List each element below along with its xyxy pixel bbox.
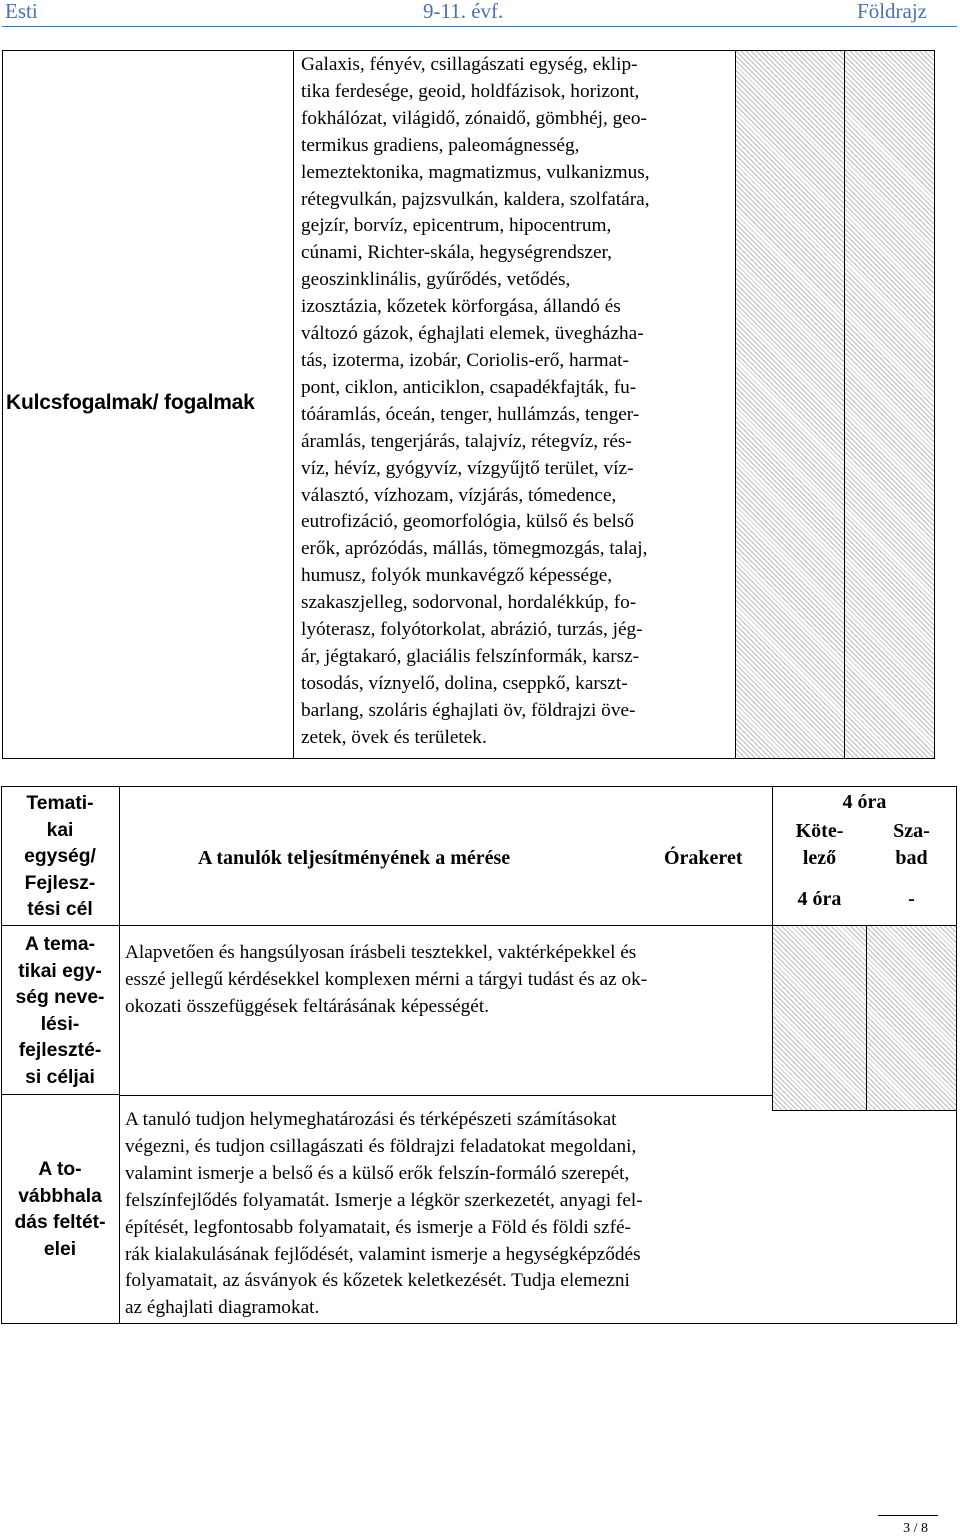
row-divider (1, 925, 120, 926)
tovabbhaladas-line: A tanuló tudjon helymeghatározási és térképészeti számításokat (125, 1109, 617, 1130)
kotelezo-hours: 4 óra (797, 888, 842, 910)
kulcsfogalom-line: víz, hévíz, gyógyvíz, vízgyűjtő terület, víz- (301, 457, 634, 479)
tematikai-egyseg-label (1, 791, 119, 924)
kulcsfogalom-line: választó, vízhozam, vízjárás, tómedence, (301, 484, 617, 506)
label-line: Fejlesz- (24, 872, 96, 894)
label-line: A tema- (25, 934, 95, 955)
szabad-hours: - (908, 888, 915, 910)
kulcsfogalmak-text (301, 52, 650, 752)
label-line: elei (43, 1238, 77, 1260)
label-line: Sza- (893, 820, 930, 842)
label-line: si céljai (25, 1066, 95, 1088)
label-line: egység/ (24, 846, 96, 868)
kulcsfogalom-line: Galaxis, fényév, csillagászati egység, eklip- (301, 54, 638, 75)
kulcsfogalom-line: eutrofizáció, geomorfológia, külső és belső (301, 511, 635, 533)
header-right: Földrajz (857, 0, 927, 23)
kulcsfogalom-line: tóáramlás, óceán, tenger, hullámzás, tenger- (301, 403, 640, 425)
label-line: kai (46, 819, 74, 841)
column-divider (119, 786, 120, 1324)
kulcsfogalom-line: gejzír, borvíz, epicentrum, hipocentrum, (301, 215, 612, 237)
hatched-cell (735, 50, 845, 759)
kulcsfogalom-line: termikus gradiens, paleomágnesség, (301, 134, 580, 156)
kulcsfogalom-line: izosztázia, kőzetek körforgása, állandó és (301, 296, 621, 318)
orakeret-label: Órakeret (664, 847, 743, 869)
footer-rule (878, 1515, 938, 1516)
kulcsfogalom-line: geoszinklinális, gyűrődés, vetődés, (301, 269, 571, 291)
nevelesi-celok-text (125, 940, 647, 1021)
tovabbhaladas-text (125, 1107, 643, 1322)
tovabbhaladas-line: folyamatait, az ásványok és kőzetek keletkezését. Tudja elemezni (125, 1270, 630, 1292)
hatched-cell (772, 925, 867, 1111)
kulcsfogalom-line: változó gázok, éghajlati elemek, üvegházha- (301, 323, 644, 345)
celok-line: esszé jellegű kérdésekkel komplexen mérni a tárgyi tudást és az ok- (125, 968, 648, 990)
header-left: Esti (5, 0, 38, 23)
hatched-cell (844, 50, 935, 759)
kotelezo-label (772, 818, 867, 871)
kulcsfogalom-line: tás, izoterma, izobár, Coriolis-erő, harmat- (301, 349, 629, 371)
kulcsfogalom-line: szakaszjelleg, sodorvonal, hordalékkúp, fo- (301, 592, 637, 614)
kulcsfogalom-line: tosodás, víznyelő, dolina, cseppkő, karszt- (301, 672, 628, 694)
kulcsfogalom-line: pont, ciklon, anticiklon, csapadékfajták, fu- (301, 376, 637, 398)
tovabbhaladas-label (1, 1157, 119, 1263)
total-hours: 4 óra (842, 791, 887, 813)
hatched-cell (866, 925, 957, 1111)
label-line: Temati- (26, 793, 94, 814)
header-rule (2, 26, 957, 27)
tovabbhaladas-line: rák kialakulásának fejlődését, valamint ismerje a hegységképződés (125, 1243, 641, 1265)
header-center: 9-11. évf. (423, 0, 504, 23)
kulcsfogalmak-label: Kulcsfogalmak/ fogalmak (6, 391, 255, 414)
label-line: fejleszté- (18, 1040, 102, 1062)
kulcsfogalom-line: áramlás, tengerjárás, talajvíz, rétegvíz, rés- (301, 430, 632, 452)
page-header (0, 0, 960, 26)
kulcsfogalom-line: fokhálózat, világidő, zónaidő, gömbhéj, geo- (301, 107, 647, 129)
kulcsfogalom-line: rétegvulkán, pajzsvulkán, kaldera, szolfatára, (301, 188, 650, 210)
label-line: lező (802, 846, 837, 869)
kulcsfogalom-line: tika ferdesége, geoid, holdfázisok, horizont, (301, 80, 640, 102)
tovabbhaladas-line: építését, legfontosabb folyamatait, és ismerje a Föld és földi szfé- (125, 1216, 631, 1238)
label-line: tikai egy- (18, 960, 102, 982)
label-line: vábbhala (18, 1185, 102, 1207)
label-line: Köte- (795, 820, 844, 842)
nevelesi-celok-label (1, 932, 119, 1092)
kulcsfogalom-line: zetek, övek és területek. (301, 726, 487, 748)
tovabbhaladas-line: az éghajlati diagramokat. (125, 1297, 320, 1319)
kulcsfogalom-line: cúnami, Richter-skála, hegységrendszer, (301, 242, 612, 264)
meres-title: A tanulók teljesítményének a mérése (198, 847, 511, 869)
page-number: 3 / 8 (903, 1521, 928, 1536)
tovabbhaladas-line: felszínfejlődés folyamatát. Ismerje a légkör szerkezetét, anyagi fel- (125, 1189, 643, 1211)
tovabbhaladas-line: valamint ismerje a belső és a külső erők felszín-formáló szerepét, (125, 1162, 630, 1184)
kulcsfogalom-line: barlang, szoláris éghajlati öv, földrajzi öve- (301, 699, 636, 721)
kulcsfogalom-line: ár, jégtakaró, glaciális felszínformák, karsz- (301, 645, 640, 667)
label-line: lési- (40, 1013, 80, 1035)
celok-line: okozati összefüggések feltárásának képességét. (125, 995, 490, 1017)
label-line: ség neve- (15, 987, 105, 1009)
row-divider (1, 1094, 120, 1095)
kulcsfogalom-line: lemeztektonika, magmatizmus, vulkanizmus, (301, 161, 650, 183)
kulcsfogalom-line: lyóterasz, folyótorkolat, abrázió, turzás, jég- (301, 619, 643, 641)
kulcsfogalom-line: erők, aprózódás, mállás, tömegmozgás, talaj, (301, 538, 648, 560)
celok-line: Alapvetően és hangsúlyosan írásbeli tesztekkel, vaktérképekkel és (125, 942, 637, 963)
szabad-label (866, 818, 957, 871)
label-line: dás feltét- (14, 1212, 106, 1234)
label-line: A to- (38, 1159, 82, 1180)
kulcsfogalom-line: humusz, folyók munkavégző képessége, (301, 565, 613, 587)
label-line: tési cél (27, 899, 93, 921)
tovabbhaladas-line: végezni, és tudjon csillagászati és földrajzi feladatokat megoldani, (125, 1135, 637, 1157)
label-line: bad (895, 846, 928, 869)
